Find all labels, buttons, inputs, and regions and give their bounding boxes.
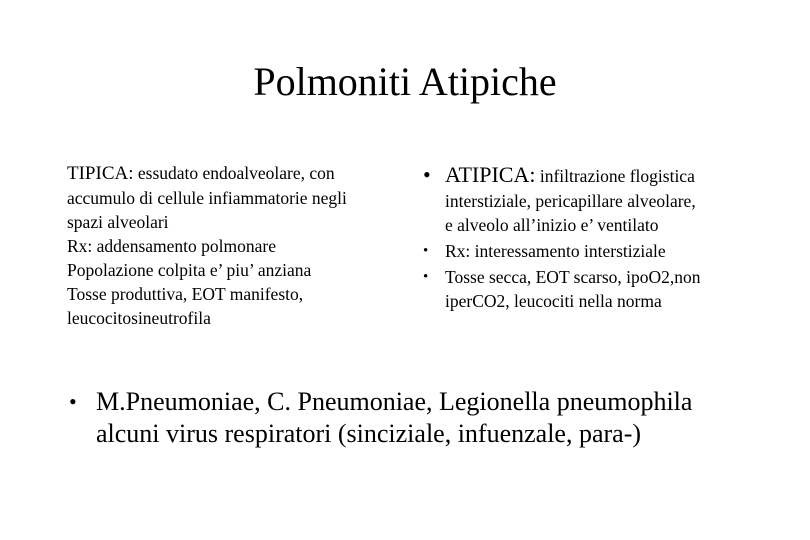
rx-line: Rx: interessamento interstiziale xyxy=(445,241,666,261)
pathogens-line-2: alcuni virus respiratori (sinciziale, infuenzale, para-) xyxy=(96,419,642,448)
atipica-line-1-rest: infiltrazione flogistica xyxy=(535,166,695,186)
pathogens-line-1: M.Pneumoniae, C. Pneumoniae, Legionella pneumophila xyxy=(96,387,693,416)
tipica-line-2: accumulo di cellule infiammatorie negli xyxy=(67,188,347,208)
pathogens-section xyxy=(67,386,787,450)
bullet-icon: • xyxy=(423,162,431,187)
tipica-column xyxy=(67,161,412,330)
bullet-icon: • xyxy=(423,269,429,285)
atipica-column xyxy=(420,162,800,313)
tipica-line-1-rest: essudato endoalveolare, con xyxy=(133,163,335,183)
tipica-line-6: Tosse produttiva, EOT manifesto, xyxy=(67,284,304,304)
atipica-bullet-item xyxy=(420,162,800,237)
atipica-line-2: interstiziale, pericapillare alveolare, xyxy=(445,191,696,211)
rx-bullet-item xyxy=(420,239,800,263)
slide-title: Polmoniti Atipiche xyxy=(253,59,557,104)
tipica-line-7: leucocitosineutrofila xyxy=(67,308,211,328)
tosse-line-2: iperCO2, leucociti nella norma xyxy=(445,291,662,311)
tipica-line-3: spazi alveolari xyxy=(67,212,169,232)
tipica-line-1 xyxy=(67,161,412,186)
tipica-lead: TIPICA: xyxy=(67,163,134,184)
bullet-icon: • xyxy=(69,389,77,414)
tosse-bullet-item xyxy=(420,265,800,313)
atipica-lead: ATIPICA: xyxy=(445,162,536,187)
tipica-line-5: Popolazione colpita e’ piu’ anziana xyxy=(67,260,312,280)
tosse-line-1: Tosse secca, EOT scarso, ipoO2,non xyxy=(445,267,701,287)
bullet-icon: • xyxy=(423,243,429,259)
pathogens-bullet-item xyxy=(67,386,787,450)
tipica-line-4: Rx: addensamento polmonare xyxy=(67,236,276,256)
atipica-line-1 xyxy=(445,162,800,189)
atipica-line-3: e alveolo all’inizio e’ ventilato xyxy=(445,215,659,235)
